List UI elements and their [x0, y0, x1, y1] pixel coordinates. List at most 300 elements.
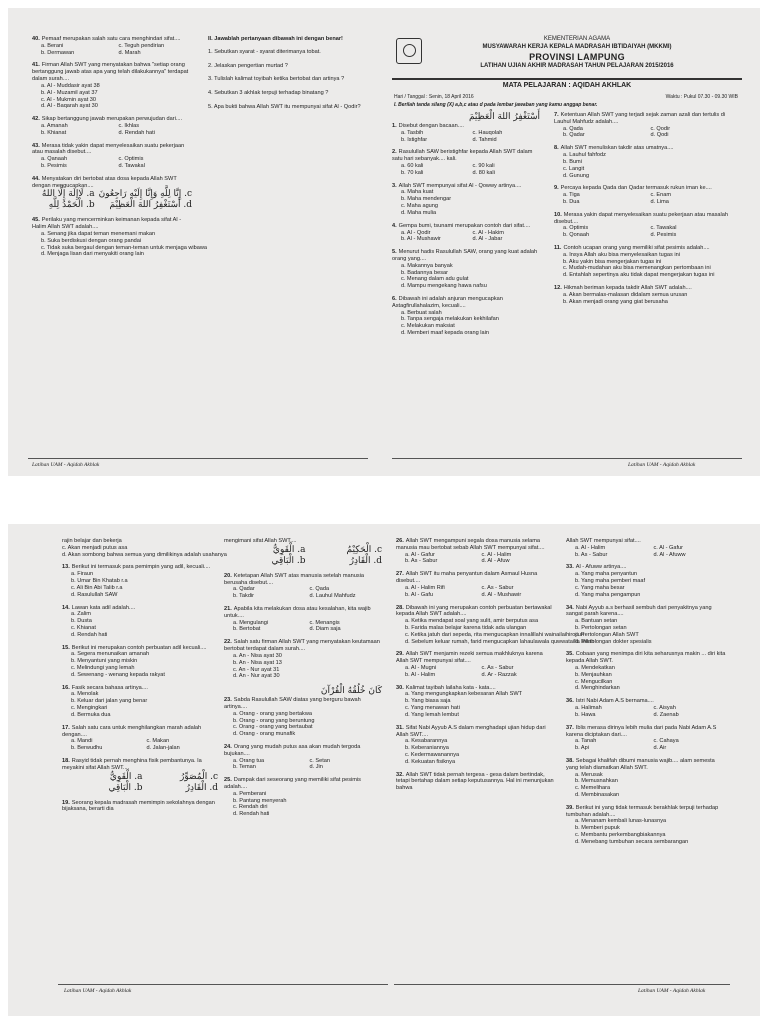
answer-option: b. Keberaniannya: [405, 745, 449, 752]
answer-option: d. Al - Afuww: [653, 551, 686, 558]
answer-options: [396, 665, 554, 679]
question-number: 44.: [32, 175, 40, 182]
footer-left-bottom: Latihan UAM - Aqidah Akhlak: [64, 988, 132, 994]
question-number: 15.: [62, 644, 70, 651]
answer-option: d. Ar - Razzak: [481, 671, 517, 678]
question-text: Menurut hadis Rasulullah SAW, orang yang kuat adalah orang yang....: [392, 249, 538, 262]
answer-options: [554, 152, 734, 179]
ministry-name: KEMENTERIAN AGAMA: [543, 36, 611, 42]
answer-option-arabic: c. إِنَّا لِلَّهِ وَإِنَّا إِلَيْهِ رَاجِعُونَ: [98, 189, 192, 200]
question-stem: [224, 744, 382, 758]
answer-options: [224, 711, 382, 738]
question-stem: [396, 685, 554, 692]
answer-option: a. Merusak: [575, 771, 603, 778]
answer-option: b. Aku yakin bisa mengerjakan tugas ini: [563, 258, 662, 265]
question: [396, 725, 554, 766]
answer-option: c. Cahaya: [653, 738, 679, 745]
question: [32, 176, 192, 212]
subject-title: MATA PELAJARAN : AQIDAH AKHLAK: [502, 82, 632, 89]
question-stem: [32, 217, 192, 231]
question-text: Gempa bumi, tsunami merupakan contoh dari sifat....: [398, 222, 531, 229]
answer-options: [566, 705, 728, 719]
question-number: 12.: [554, 285, 562, 292]
exam-time: Waktu : Pukul 07.30 - 09.30 WIB: [665, 94, 738, 100]
answer-option: a. Qanaah: [41, 156, 68, 163]
question-stem: [62, 685, 218, 692]
question: [554, 245, 734, 279]
answer-option: d. Menghindarkan: [575, 685, 620, 692]
questions-33-39-column: [566, 538, 728, 978]
answer-option: b. Al - Gafu: [405, 591, 433, 598]
question: [32, 143, 192, 170]
question: [566, 538, 728, 558]
answer-options: [392, 263, 540, 290]
answer-option: a. Orang tua: [233, 757, 265, 764]
answer-options: [554, 252, 734, 279]
answer-option: b. Al - Halim: [405, 671, 436, 678]
answer-options-arabic: [62, 772, 218, 794]
answer-option: d. Tahmid: [472, 136, 497, 143]
answer-option: b. Badannya besar: [401, 269, 448, 276]
question-number: 19.: [62, 799, 70, 806]
question-stem: [62, 645, 218, 652]
answer-option: a. Firaun: [71, 571, 94, 578]
answer-option: b. Al - Mushawir: [401, 236, 441, 243]
question-number: 7.: [554, 112, 559, 118]
question-number: 33.: [566, 564, 574, 571]
question: [32, 36, 192, 56]
answer-option: c. Al - Gafur: [653, 544, 684, 551]
answer-option: c. As - Sabur: [481, 665, 514, 671]
answer-option: c. Makan: [146, 738, 170, 745]
answer-options: [554, 292, 734, 306]
answer-option: a. Berani: [41, 42, 64, 49]
answer-option: d. 80 kali: [472, 169, 495, 176]
answer-option: b. Akan menjadi orang yang giat berusaha: [563, 298, 668, 305]
answer-option: c. Akan menjadi putus asa: [62, 544, 128, 551]
answer-option: c. Yang maha besar: [575, 584, 625, 591]
question-text: Ketetapan Allah SWT atas manusia setelah manusia berusaha disebut....: [224, 572, 364, 586]
answer-option: b. Dusta: [71, 618, 92, 625]
answer-option: c. Orang - orang yang bertaubat: [233, 724, 313, 731]
answer-option: b. Dermawan: [41, 49, 75, 56]
question-stem: [566, 725, 728, 739]
question: [224, 573, 382, 600]
answer-option: d. Akan sombong bahwa semua yang dimilikinya adalah usahanya: [62, 551, 227, 558]
exam-sheet-bottom: [8, 524, 760, 1016]
answer-option: d. Jin: [309, 764, 323, 771]
answer-option: b. Api: [575, 745, 589, 752]
question-stem: [392, 183, 540, 190]
question-stem: [396, 651, 554, 665]
question-stem: [566, 538, 728, 545]
answer-option: d. Menjaga lisan dari menyakiti orang lain: [41, 251, 144, 258]
question: [392, 249, 540, 290]
answer-option: a. Tanah: [575, 738, 597, 745]
answer-options: [566, 618, 728, 645]
answer-option-arabic: b. الْبَاقِي: [271, 555, 306, 566]
answer-option: a. Zalim: [71, 611, 91, 618]
answer-options: [566, 772, 728, 799]
answer-options: [224, 586, 382, 600]
answer-option: c. Pertolongan Allah SWT: [575, 631, 639, 638]
question: [224, 606, 382, 633]
answer-option: c. Melindungi yang lemah: [71, 665, 135, 671]
question-text: Dibawah ini adalah anjuran mengucapkan Astagfirullahalazim, kecuali....: [392, 296, 503, 309]
answer-option: a. Makannya banyak: [401, 262, 453, 269]
question-number: 5.: [392, 249, 397, 256]
answer-option: d. Tawakal: [118, 163, 145, 169]
question-text: Percaya kepada Qada dan Qadar termasuk rukun iman ke....: [560, 185, 712, 192]
question-text: Sebagai khalifah dibumi manusia wajib.... alam semesta yang telah diamatkan Allah SWT.: [566, 757, 715, 771]
question-number: 3.: [392, 182, 397, 189]
question-number: 20.: [224, 572, 232, 579]
question: [392, 112, 540, 143]
question-stem: [392, 123, 540, 130]
question-text: Hikmah beriman kepada takdir Allah SWT adalah....: [563, 285, 692, 292]
question-stem: [566, 651, 728, 665]
question-text: Cobaan yang menimpa diri kita seharusnya makin ... diri kita kepada Allah SWT.: [566, 651, 726, 665]
answer-option: c. Yang menawan hati: [405, 705, 460, 712]
question-number: 45.: [32, 217, 40, 224]
question-text: Allah SWT tidak pernah tergesa - gesa dalam bertindak, tetapi bertahap dalam setiap keputusannya. Hal ini menunjukan bahwa: [396, 771, 554, 792]
questions-40-45-column: [32, 36, 208, 436]
carried-over-options: [62, 538, 227, 558]
carried-over-question: [224, 538, 382, 567]
answer-option: d. Pertolongan dokter spesialis: [575, 638, 652, 645]
question-stem: [62, 725, 218, 739]
answer-option: a. Berbuat salah: [401, 309, 442, 316]
answer-option: d. Rasulullah SAW: [71, 591, 118, 598]
question-stem: [32, 62, 192, 82]
question-text: Fasik secara bahasa artinya....: [71, 684, 148, 691]
answer-option: c. Enam: [650, 192, 672, 199]
question-number: 31.: [396, 724, 404, 731]
answer-option: c. Rendah diri: [233, 804, 268, 811]
question-stem: [566, 564, 728, 571]
question-text: Lawan kata adil adalah....: [71, 604, 136, 611]
answer-option: b. Memberi pupuk: [575, 825, 620, 832]
answer-option: d. Membinasakan: [575, 792, 620, 798]
answer-options: [392, 310, 540, 337]
question-text: Perilaku yang mencerminkan keimanan kepada sifat Al - Halim Allah SWT adalah....: [32, 217, 182, 231]
essay-question: 4. Sebutkan 3 akhlak terpuji terhadap binatang ?: [208, 90, 329, 97]
question: [554, 185, 734, 205]
answer-options: [554, 192, 734, 206]
answer-option: a. Al - Qodir: [401, 229, 431, 236]
question-number: 37.: [566, 724, 574, 731]
answer-option: c. Langit: [563, 165, 585, 172]
answer-option: b. Dua: [563, 198, 580, 205]
question-stem: [396, 538, 554, 552]
question-number: 28.: [396, 604, 404, 611]
answer-option: b. Maha mendengar: [401, 196, 452, 203]
question: [554, 212, 734, 239]
answer-option: b. An - Nisa ayat 13: [233, 659, 282, 666]
answer-option: d. Kekuatan fisiknya: [405, 758, 456, 765]
answer-option: c. Al - Halim: [481, 551, 512, 558]
question-number: 34.: [566, 604, 574, 611]
answer-option: a. Senang jika dapat teman menemani makan: [41, 231, 156, 237]
answer-option: d. Sewenang - wenang kepada rakyat: [71, 671, 165, 678]
question: [62, 800, 218, 814]
answer-option: a. Optimis: [563, 225, 589, 232]
question: [566, 758, 728, 799]
question-number: 11.: [554, 245, 562, 251]
footer-left: Latihan UAM - Aqidah Akhlak: [32, 462, 100, 468]
answer-options: [566, 571, 728, 598]
question: [392, 296, 540, 337]
answer-option: a. Mendekatkan: [575, 665, 615, 671]
question-arabic-text: كَانَ خُلُقُهُ الْقُرْآنَ: [320, 686, 382, 697]
question-number: 43.: [32, 142, 40, 149]
answer-option: d. Rendah hati: [233, 811, 270, 818]
question: [566, 725, 728, 752]
answer-options: [554, 225, 734, 239]
answer-option: c. As - Sabur: [481, 584, 514, 591]
question-stem: [392, 249, 540, 263]
answer-option: a. Tiga: [563, 192, 580, 199]
question-stem: [566, 605, 728, 619]
question: [396, 651, 554, 678]
answer-option: b. Teman: [233, 764, 256, 771]
question: [32, 217, 208, 258]
answer-option: b. Farida malas belajar karena tidak ada ulangan: [405, 624, 527, 631]
header-divider: [392, 78, 742, 80]
question: [392, 223, 540, 243]
answer-option-arabic: a. الْقَوِيُّ: [109, 771, 143, 782]
question-text: Apabila kita melakukan dosa atau kesalahan, kita wajib untuk....: [224, 606, 371, 619]
answer-option: c. Memelihara: [575, 785, 611, 792]
question-stem: [62, 800, 218, 814]
question-number: 1.: [392, 122, 397, 129]
question-stem: [396, 571, 554, 585]
question-number: 38.: [566, 757, 574, 764]
answer-options: [566, 738, 728, 752]
answer-options: [32, 123, 192, 137]
question-text: Allah SWT mempunyai sifat....: [566, 538, 641, 544]
answer-option: a. Orang - orang yang bertakwa: [233, 710, 312, 717]
answer-option: c. Al - Mukmin ayat 30: [41, 96, 97, 103]
question: [396, 772, 554, 792]
answer-option: d. Rendah hati: [118, 129, 155, 136]
answer-option: d. Qodi: [650, 132, 669, 139]
answer-option: d. Zaenab: [653, 711, 679, 718]
question-number: 17.: [62, 724, 70, 731]
question-text: Allah SWT mempunyai sifat Al - Qowwy artinya....: [398, 182, 522, 189]
question-number: 8.: [554, 145, 559, 152]
question-text: Rasulullah SAW beristighfar kepada Allah SWT dalam satu hari sebanyak.... kali.: [392, 149, 533, 163]
question-text: Iblis merasa dirinya lebih mulia dari pada Nabi Adam A.S karena diciptakan dari....: [566, 724, 717, 738]
answer-option: b. Pesimis: [41, 163, 67, 169]
answer-options: [224, 620, 382, 634]
answer-option: c. 90 kali: [472, 163, 495, 170]
answer-option: a. Amanah: [41, 122, 68, 129]
answer-options: [396, 585, 554, 599]
answer-option: a. Insya Allah aku bisa menyelesaikan tugas ini: [563, 251, 680, 258]
question: [62, 685, 218, 719]
answer-option: b. Pertolongan setan: [575, 624, 627, 631]
question-number: 35.: [566, 651, 574, 658]
ministry-logo-icon: [396, 38, 422, 64]
questions-13-19-column: [62, 538, 227, 978]
answer-option-arabic: a. لَاإِلَهَ إِلَّا اللهُ: [41, 189, 95, 200]
answer-option: c. Mudah-mudahan aku bisa memenangkan pertombaan ini: [563, 265, 711, 272]
answer-option: d. Sebelum keluar rumah, farid mengucapkan lahaulawala quwwatailla billah: [405, 638, 595, 645]
answer-option: b. Tanpa sengaja melakukan kekhilafan: [401, 316, 499, 323]
answer-option: b. Al - Muzamil ayat 37: [41, 89, 98, 96]
answer-option: a. Segera menunaikan amanah: [71, 651, 150, 658]
footer-rule-right-bottom: [394, 984, 730, 985]
question-stem: [554, 185, 734, 192]
answer-option: b. Menjauhkan: [575, 671, 612, 678]
question-text: Seorang kepala madrasah memimpin sekolahnya dengan bijaksana, berarti dia: [62, 799, 215, 813]
answer-option: b. Hawa: [575, 711, 596, 718]
answer-option: d. Al - Mushawir: [481, 591, 522, 598]
question-text: Menyatakan diri bertobat atas dosa kepada Allah SWT dengan mengucapkan....: [32, 175, 177, 189]
answer-option: d. Air: [653, 745, 667, 752]
answer-option: c. Ketika jatuh dari sepeda, rita mengucapkan innalillahi wainailaihirojiun: [405, 631, 585, 638]
answer-options: [396, 552, 554, 566]
answer-option: b. 70 kali: [401, 169, 424, 176]
answer-options: [392, 163, 540, 177]
answer-options: [566, 545, 728, 559]
answer-option: a. Bantuan setan: [575, 618, 618, 625]
question-stem: [396, 772, 554, 792]
answer-option: d. Rendah hati: [71, 631, 108, 638]
answer-option: b. Keluar dari jalan yang benar: [71, 698, 148, 705]
answer-option: d. An - Nur ayat 30: [233, 673, 280, 680]
answer-options-arabic: [32, 189, 192, 211]
question-number: 24.: [224, 743, 232, 750]
footer-right-bottom: Latihan UAM - Aqidah Akhlak: [638, 988, 706, 994]
question-text: Ketentuan Allah SWT yang terjadi sejak zaman azali dan tertulis di Lauhul Mahfudz adalah....: [554, 112, 726, 125]
question-stem: [554, 112, 734, 126]
answer-option: b. Umar Bin Khatab r.a: [71, 578, 128, 585]
answer-option: c. Aisyah: [653, 705, 676, 712]
answer-option: c. Mengingkari: [71, 705, 108, 712]
answer-option: b. As - Sabur: [575, 551, 608, 558]
question: [224, 744, 382, 771]
answer-option: b. Qadar: [563, 132, 585, 139]
question-number: 40.: [32, 36, 40, 42]
answer-option: c. Setan: [309, 757, 331, 764]
answer-option: a. An - Nisa ayat 30: [233, 652, 282, 659]
question-number: 10.: [554, 211, 562, 218]
question-stem: [32, 176, 192, 190]
question-number: 2.: [392, 149, 397, 156]
question-stem: [62, 605, 218, 612]
question-text: Berikut ini merupakan contoh perbuatan adil kecuali....: [71, 644, 207, 651]
essay-question: 5. Apa bukti bahwa Allah SWT itu mempunyai sifat Al - Qodir?: [208, 104, 361, 111]
question-number: 9.: [554, 185, 559, 192]
question-stem: [554, 145, 734, 152]
answer-option-arabic: b. الْبَاقِي: [108, 782, 143, 793]
question: [554, 145, 734, 179]
question-stem: [224, 777, 382, 791]
question-stem: [566, 805, 728, 819]
question-text: Merasa yakin dapat menyelesaikan suatu pekerjaan atau masalah disebut....: [554, 211, 728, 225]
question-stem: [32, 143, 192, 157]
questions-7-12-column: [554, 112, 734, 462]
question-text: Allah SWT itu maha penyantun dalam Asmaul Husna disebut....: [396, 571, 538, 585]
answer-options: [32, 231, 208, 258]
answer-option: a. Al - Gafur: [405, 551, 435, 558]
answer-option: c. Ali Bin Abi Talib r.a: [71, 584, 123, 591]
question-stem: [566, 758, 728, 772]
question-number: 41.: [32, 62, 40, 69]
question: [392, 183, 540, 217]
answer-option-arabic: d. الْقَادِرُ: [349, 555, 382, 566]
answer-option: c. Tawakal: [650, 225, 677, 232]
essay-question: 1. Sebutkan syarat - syarat diterimanya tobat.: [208, 48, 321, 55]
answer-option: c. Qodir: [650, 125, 671, 132]
answer-options: [392, 130, 540, 144]
question: [392, 149, 540, 176]
answer-options: [32, 156, 192, 170]
answer-option: a. Al - Halim Rifi: [405, 584, 445, 591]
question-stem: [554, 245, 734, 252]
answer-option: a. Pemberani: [233, 790, 267, 797]
question-text: Pemaaf merupakan salah satu cara menghindari sifat....: [41, 36, 181, 42]
question-number: 21.: [224, 606, 232, 612]
question-number: 13.: [62, 564, 70, 571]
question-number: 26.: [396, 538, 404, 544]
answer-options: [554, 126, 734, 140]
answer-options: [224, 758, 382, 772]
question-text: Salah satu firman Allah SWT yang menyatakan keutamaan bertobat terdapat dalam surah....: [224, 639, 380, 653]
answer-option: a. Al - Muddasir ayat 38: [41, 82, 100, 89]
question-text: Contoh ucapan orang yang memiliki sifat pesimis adalah....: [563, 245, 710, 251]
answer-option: d. Al - Baqarah ayat 30: [41, 103, 98, 110]
answer-option: b. Bumi: [563, 158, 582, 165]
question: [554, 285, 734, 305]
answer-option: d. Orang - orang munafik: [233, 731, 296, 738]
answer-option: a. Qada: [563, 125, 583, 132]
answer-option: a. Lauhul fahfodz: [563, 152, 606, 159]
question-number: 18.: [62, 757, 70, 764]
answer-option: a. 60 kali: [401, 163, 424, 170]
question-text: Sifat Nabi Ayyub A.S dalam menghadapi ujian hidup dari Allah SWT....: [396, 724, 546, 738]
question-stem: [554, 212, 734, 226]
answer-option-arabic: c. الْحَكِيْمُ: [346, 544, 382, 555]
answer-option: d. Menebang tumbuhan secara sembarangan: [575, 838, 689, 845]
answer-option: c. Hauqolah: [472, 129, 503, 136]
answer-option: b. Menyantuni yang miskin: [71, 658, 138, 665]
question-number: 36.: [566, 698, 574, 705]
answer-options: [62, 691, 218, 718]
question: [32, 62, 192, 110]
answer-option-arabic: d. الْقَادِرُ: [185, 782, 218, 793]
question-stem: [62, 758, 218, 772]
answer-option: a. Tasbih: [401, 129, 424, 136]
answer-option: rajin belajar dan bekerja: [62, 538, 122, 544]
answer-options: [62, 571, 218, 598]
question: [224, 686, 382, 738]
footer-rule-left: [28, 458, 368, 459]
answer-option-arabic: c. الْمُصَوِّرُ: [179, 771, 218, 782]
answer-option: d. Mampu mengekang hawa nafsu: [401, 283, 487, 290]
question-stem: [32, 116, 192, 123]
answer-option-arabic: a. الْقَوِيُّ: [272, 544, 306, 555]
answer-option: b. Bertobat: [233, 626, 261, 633]
question-stem: [224, 639, 382, 653]
footer-rule-right: [392, 458, 742, 459]
question-number: 6.: [392, 296, 397, 303]
answer-option: a. Akan bermalas-malasan didalam semua urusan: [563, 291, 688, 298]
answer-option: a. Al - Halim: [575, 544, 606, 551]
essay-heading: II. Jawablah pertanyaan dibawah ini dengan benar!: [208, 36, 343, 42]
